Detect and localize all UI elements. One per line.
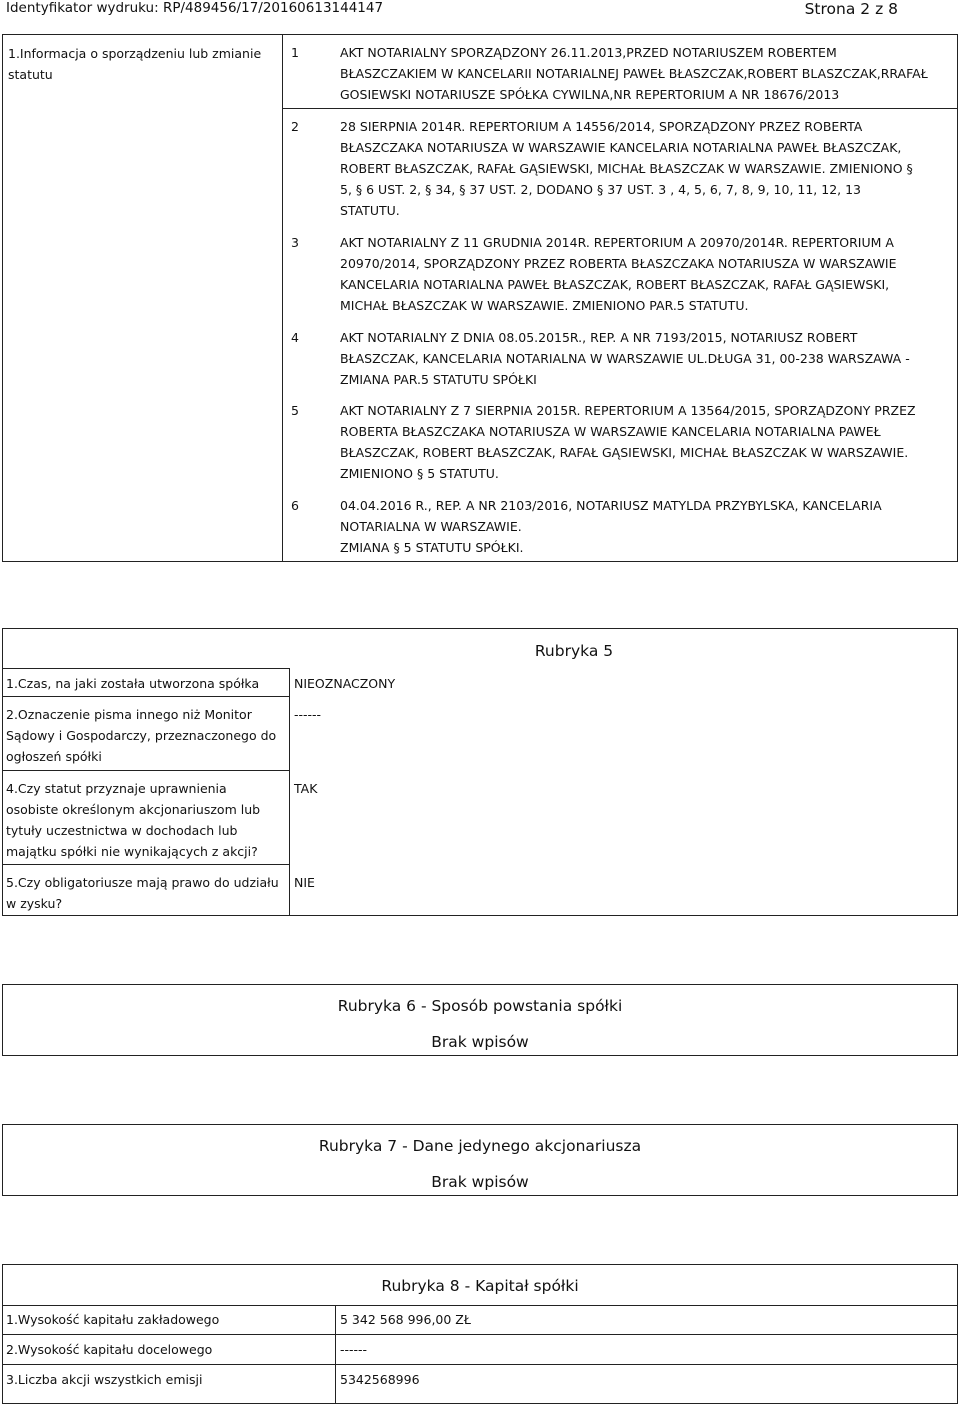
rubryka5-label: 4.Czy statut przyznaje uprawnienia osobiste określonym akcjonariuszom lub tytuły uczestnictwa w dochodach lub majątku spółki nie wynikających z akcji? — [6, 781, 261, 859]
statute-divider — [282, 34, 283, 562]
rubryka5-top-line — [2, 668, 290, 669]
rubryka7-title: Rubryka 7 - Dane jedynego akcjonariusza — [318, 1137, 642, 1155]
row-separator — [2, 696, 290, 697]
entry-number: 4 — [291, 330, 299, 345]
rubryka8-label: 2.Wysokość kapitału docelowego — [6, 1342, 213, 1357]
entry-number: 3 — [291, 235, 299, 250]
entry-number: 6 — [291, 498, 299, 513]
row-separator — [2, 864, 290, 865]
entry-number: 5 — [291, 403, 299, 418]
entry-number: 1 — [291, 45, 299, 60]
rubryka8-title: Rubryka 8 - Kapitał spółki — [381, 1277, 579, 1295]
rubryka5-value: NIE — [294, 875, 315, 890]
rubryka6-title: Rubryka 6 - Sposób powstania spółki — [337, 997, 623, 1015]
rubryka5-label: 2.Oznaczenie pisma innego niż Monitor Sądowy i Gospodarczy, przeznaczonego do ogłoszeń spółki — [6, 707, 277, 764]
rubryka8-top-line — [2, 1305, 958, 1306]
page-number: Strona 2 z 8 — [804, 0, 898, 18]
entry-number: 2 — [291, 119, 299, 134]
print-identifier: Identyfikator wydruku: RP/489456/17/20160613144147 — [6, 0, 384, 16]
rubryka8-divider — [335, 1305, 336, 1404]
entry-text: AKT NOTARIALNY Z DNIA 08.05.2015R., REP. A NR 7193/2015, NOTARIUSZ ROBERT BŁASZCZAK, KANCELARIA NOTARIALNA W WARSZAWIE UL.DŁUGA 31, 00-238 WARSZAWA - ZMIANA PAR.5 STATUTU SPÓŁKI — [340, 330, 910, 387]
rubryka6-empty: Brak wpisów — [431, 1033, 529, 1051]
entry-text: AKT NOTARIALNY Z 7 SIERPNIA 2015R. REPERTORIUM A 13564/2015, SPORZĄDZONY PRZEZ ROBERTA BŁASZCZAKA NOTARIUSZA W WARSZAWIE KANCELARIA NOTARIALNA PAWEŁ BŁASZCZAK, ROBERT BŁASZCZAK, RAFAŁ GĄSIEWSKI, MICHAŁ BŁASZCZAK W WARSZAWIE. ZMIENIONO § 5 STATUTU. — [340, 403, 916, 481]
rubryka5-divider — [289, 668, 290, 916]
entry-text: AKT NOTARIALNY SPORZĄDZONY 26.11.2013,PRZED NOTARIUSZEM ROBERTEM BŁASZCZAKIEM W KANCELARII NOTARIALNEJ PAWEŁ BŁASZCZAK,ROBERT BLASZCZAK,RRAFAŁ GOSIEWSKI NOTARIUSZE SPÓŁKA CYWILNA,NR REPERTORIUM A NR 18676/2013 — [340, 45, 928, 102]
entry-text: AKT NOTARIALNY Z 11 GRUDNIA 2014R. REPERTORIUM A 20970/2014R. REPERTORIUM A 20970/2014, SPORZĄDZONY PRZEZ ROBERTA BŁASZCZAKA NOTARIUSZA W WARSZAWIE KANCELARIA NOTARIALNA PAWEŁ BŁASZCZAK, ROBERT BŁASZCZAK, RAFAŁ GĄSIEWSKI, MICHAŁ BŁASZCZAK W WARSZAWIE. ZMIENIONO PAR.5 STATUTU. — [340, 235, 897, 313]
statute-label: 1.Informacja o sporządzeniu lub zmianie statutu — [8, 46, 262, 82]
rubryka8-value: 5342568996 — [340, 1372, 420, 1387]
rubryka5-value: TAK — [294, 781, 318, 796]
rubryka5-value: NIEOZNACZONY — [294, 676, 396, 691]
rubryka8-value: 5 342 568 996,00 ZŁ — [340, 1312, 471, 1327]
row-separator — [2, 770, 290, 771]
row-separator — [2, 1364, 958, 1365]
rubryka7-empty: Brak wpisów — [431, 1173, 529, 1191]
entry-separator — [282, 108, 958, 109]
rubryka5-value: ------ — [294, 707, 322, 722]
rubryka5-label: 1.Czas, na jaki została utworzona spółka — [6, 676, 260, 691]
entry-text: 04.04.2016 R., REP. A NR 2103/2016, NOTARIUSZ MATYLDA PRZYBYLSKA, KANCELARIA NOTARIALNA W WARSZAWIE. ZMIANA § 5 STATUTU SPÓŁKI. — [340, 498, 882, 555]
rubryka8-label: 3.Liczba akcji wszystkich emisji — [6, 1372, 203, 1387]
entry-text: 28 SIERPNIA 2014R. REPERTORIUM A 14556/2014, SPORZĄDZONY PRZEZ ROBERTA BŁASZCZAKA NOTARIUSZA W WARSZAWIE KANCELARIA NOTARIALNA PAWEŁ BŁASZCZAK, ROBERT BŁASZCZAK, RAFAŁ GĄSIEWSKI, MICHAŁ BŁASZCZAK W WARSZAWIE. ZMIENIONO § 5, § 6 UST. 2, § 34, § 37 UST. 2, DODANO § 37 UST. 3 , 4, 5, 6, 7, 8, 9, 10, 11, 12, 13 STATUTU. — [340, 119, 913, 218]
rubryka5-title: Rubryka 5 — [534, 642, 614, 660]
rubryka8-value: ------ — [340, 1342, 368, 1357]
row-separator — [2, 1334, 958, 1335]
rubryka5-label: 5.Czy obligatoriusze mają prawo do udziału w zysku? — [6, 875, 279, 911]
rubryka8-label: 1.Wysokość kapitału zakładowego — [6, 1312, 220, 1327]
